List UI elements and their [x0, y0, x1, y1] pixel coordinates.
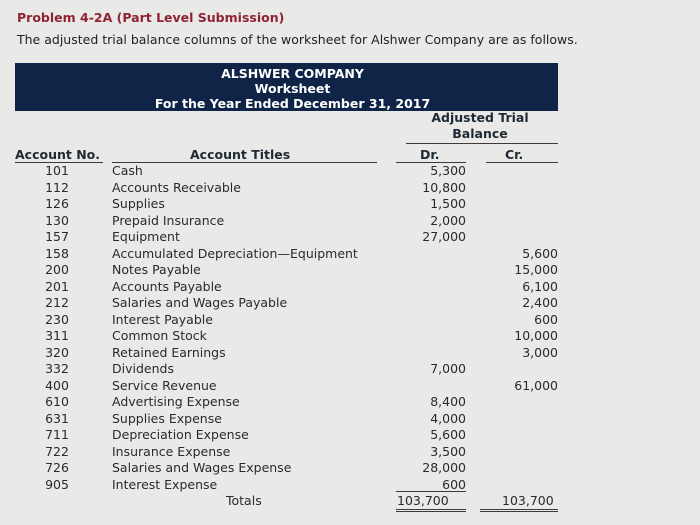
debit-amount: 2,000: [430, 212, 466, 228]
account-title: Accounts Payable: [112, 278, 222, 294]
atb-line2: Balance: [452, 126, 508, 141]
account-no: 631: [45, 410, 69, 426]
account-title: Supplies Expense: [112, 410, 222, 426]
debit-amount: 28,000: [422, 460, 466, 475]
account-title: Insurance Expense: [112, 443, 231, 459]
account-no: 157: [45, 229, 69, 244]
account-title: Dividends: [112, 361, 174, 376]
credit-amount: 2,400: [522, 295, 558, 310]
account-no: 320: [45, 344, 69, 360]
account-no: 126: [45, 196, 69, 211]
account-title: Prepaid Insurance: [112, 212, 225, 228]
account-title: Cash: [112, 163, 143, 178]
dr-total-rule: [396, 491, 466, 492]
account-title: Retained Earnings: [112, 344, 226, 360]
col-cr: Cr.: [505, 147, 524, 162]
account-no: 130: [45, 212, 69, 228]
account-no: 158: [45, 245, 69, 261]
debit-amount: 8,400: [430, 394, 466, 409]
debit-amount: 4,000: [430, 410, 466, 426]
account-title: Interest Expense: [112, 476, 218, 492]
account-no: 112: [45, 179, 69, 195]
debit-amount: 5,300: [430, 163, 466, 178]
titles-underline: [112, 162, 377, 163]
debit-amount: 600: [442, 476, 466, 492]
debit-amount: 10,800: [422, 179, 466, 195]
credit-amount: 5,600: [522, 245, 558, 261]
problem-intro: The adjusted trial balance columns of the worksheet for Alshwer Company are as follows.: [17, 32, 578, 47]
account-no: 212: [45, 295, 69, 310]
account-no: 610: [45, 394, 69, 409]
total-debit: 103,700: [397, 493, 449, 508]
account-title: Depreciation Expense: [112, 427, 249, 442]
account-title: Salaries and Wages Expense: [112, 460, 292, 475]
credit-amount: 10,000: [514, 328, 558, 343]
account-title: Service Revenue: [112, 377, 217, 393]
account-title: Equipment: [112, 229, 180, 244]
col-dr: Dr.: [420, 147, 440, 162]
account-no: 200: [45, 262, 69, 277]
atb-underline: [406, 143, 558, 144]
account-no: 711: [45, 427, 69, 442]
debit-amount: 7,000: [430, 361, 466, 376]
debit-amount: 3,500: [430, 443, 466, 459]
account-title: Common Stock: [112, 328, 207, 343]
debit-amount: 27,000: [422, 229, 466, 244]
account-no: 722: [45, 443, 69, 459]
account-no: 230: [45, 311, 69, 327]
account-no: 101: [45, 163, 69, 178]
company-name: ALSHWER COMPANY: [221, 66, 364, 81]
debit-amount: 5,600: [430, 427, 466, 442]
cr-total-double-rule-1: [480, 509, 558, 510]
account-title: Accumulated Depreciation—Equipment: [112, 245, 358, 261]
worksheet-banner: [15, 63, 558, 111]
account-no: 400: [45, 377, 69, 393]
account-title: Accounts Receivable: [112, 179, 241, 195]
col-account-no: Account No.: [15, 147, 101, 162]
account-no: 332: [45, 361, 69, 376]
account-title: Supplies: [112, 196, 165, 211]
cr-total-double-rule-2: [480, 511, 558, 512]
cr-underline: [486, 162, 558, 163]
col-account-titles: Account Titles: [190, 147, 291, 162]
worksheet-period: For the Year Ended December 31, 2017: [154, 96, 431, 111]
adjusted-trial-balance-heading: [405, 110, 555, 142]
account-no: 201: [45, 278, 69, 294]
debit-amount: 1,500: [430, 196, 466, 211]
account-no: 726: [45, 460, 69, 475]
account-no: 311: [45, 328, 69, 343]
problem-title: Problem 4-2A (Part Level Submission): [17, 10, 285, 25]
totals-label: Totals: [226, 493, 262, 508]
credit-amount: 15,000: [514, 262, 558, 277]
dr-total-double-rule-1: [396, 509, 466, 510]
account-title: Interest Payable: [112, 311, 213, 327]
credit-amount: 61,000: [514, 377, 558, 393]
dr-total-double-rule-2: [396, 511, 466, 512]
account-title: Salaries and Wages Payable: [112, 295, 288, 310]
atb-line1: Adjusted Trial: [431, 110, 529, 125]
credit-amount: 600: [534, 311, 558, 327]
account-title: Advertising Expense: [112, 394, 240, 409]
account-title: Notes Payable: [112, 262, 201, 277]
worksheet-name: Worksheet: [254, 81, 331, 96]
credit-amount: 3,000: [522, 344, 558, 360]
total-credit: 103,700: [502, 493, 554, 508]
credit-amount: 6,100: [522, 278, 558, 294]
account-no: 905: [45, 476, 69, 492]
